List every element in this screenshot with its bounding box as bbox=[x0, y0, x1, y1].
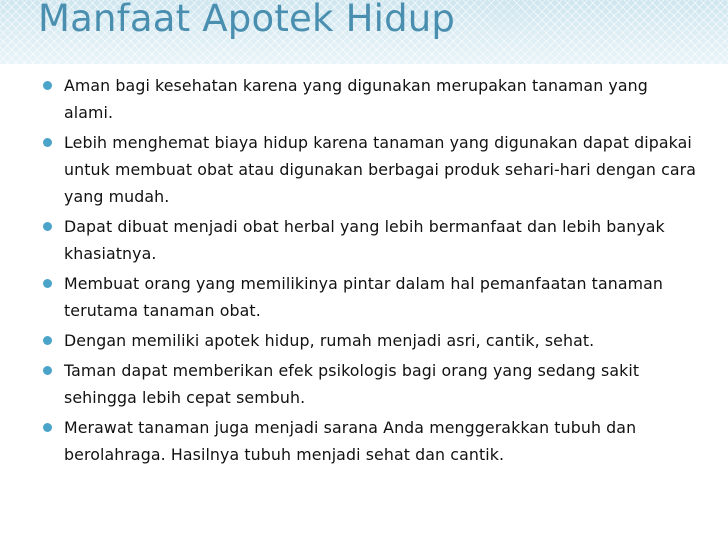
bullet-item bbox=[40, 414, 700, 468]
bullet-text: Aman bagi kesehatan karena yang digunakan merupakan tanaman yang alami. bbox=[64, 76, 648, 122]
bullet-dot-icon bbox=[43, 138, 52, 147]
bullet-text: Dapat dibuat menjadi obat herbal yang lebih bermanfaat dan lebih banyak khasiatnya. bbox=[64, 217, 665, 263]
bullet-dot-icon bbox=[43, 222, 52, 231]
bullet-item bbox=[40, 327, 700, 354]
bullet-dot-icon bbox=[43, 279, 52, 288]
bullet-text: Merawat tanaman juga menjadi sarana Anda menggerakkan tubuh dan berolahraga. Hasilnya tubuh menjadi sehat dan cantik. bbox=[64, 418, 637, 464]
bullet-item bbox=[40, 129, 700, 210]
bullet-dot-icon bbox=[43, 336, 52, 345]
bullet-text: Dengan memiliki apotek hidup, rumah menjadi asri, cantik, sehat. bbox=[64, 331, 595, 350]
bullet-item bbox=[40, 72, 700, 126]
bullet-item bbox=[40, 357, 700, 411]
bullet-text: Taman dapat memberikan efek psikologis bagi orang yang sedang sakit sehingga lebih cepat sembuh. bbox=[64, 361, 640, 407]
bullet-item bbox=[40, 270, 700, 324]
bullet-dot-icon bbox=[43, 81, 52, 90]
slide-title: Manfaat Apotek Hidup bbox=[38, 0, 456, 40]
bullet-text: Membuat orang yang memilikinya pintar dalam hal pemanfaatan tanaman terutama tanaman obat. bbox=[64, 274, 664, 320]
bullet-dot-icon bbox=[43, 423, 52, 432]
bullet-dot-icon bbox=[43, 366, 52, 375]
bullet-item bbox=[40, 213, 700, 267]
title-band bbox=[0, 0, 728, 64]
bullet-list bbox=[40, 72, 700, 471]
bullet-text: Lebih menghemat biaya hidup karena tanaman yang digunakan dapat dipakai untuk membuat obat atau digunakan berbagai produk sehari-hari dengan cara yang mudah. bbox=[64, 133, 697, 206]
